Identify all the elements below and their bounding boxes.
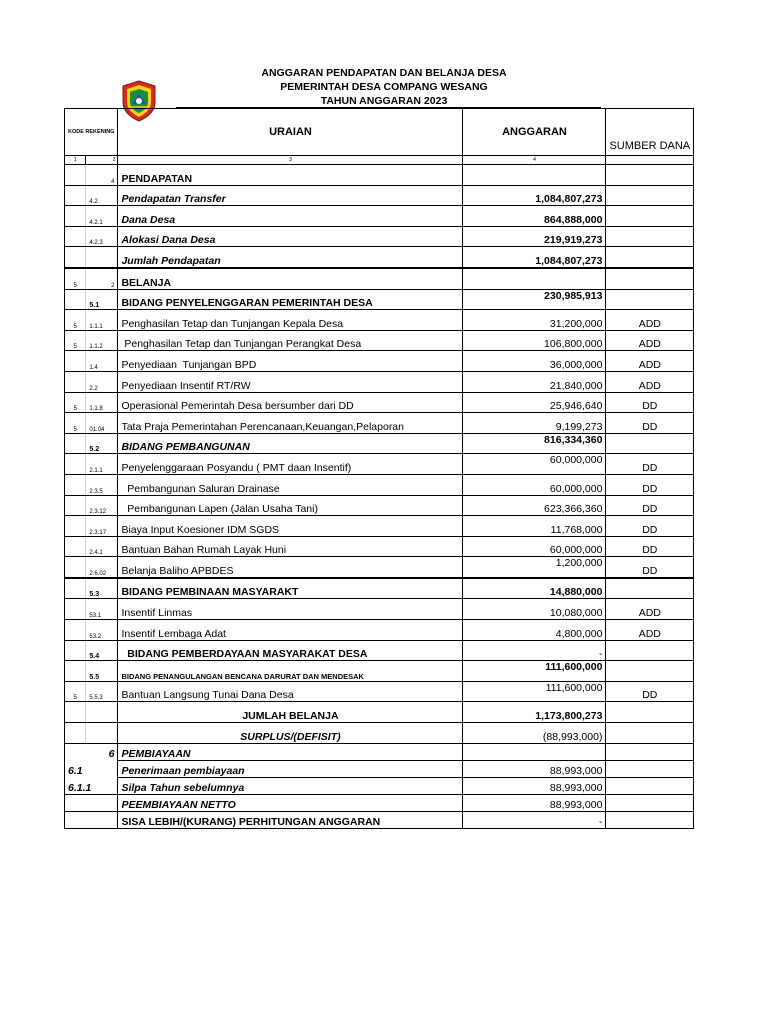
sumber-dana-cell: ADD — [606, 371, 694, 392]
kode-rekening-1 — [65, 495, 86, 516]
table-row — [65, 681, 694, 702]
table-row — [65, 351, 694, 372]
kode-rekening-2: 2.6.02 — [86, 557, 118, 578]
kode-rekening-2: 1.1.8 — [86, 392, 118, 413]
pembiayaan-row — [65, 811, 694, 828]
kode-rekening-2: 4 — [86, 165, 118, 186]
sumber-dana-cell: DD — [606, 495, 694, 516]
anggaran-cell — [463, 268, 606, 289]
kode-rekening-2: 1.4 — [86, 351, 118, 372]
sumber-dana-cell: ADD — [606, 330, 694, 351]
anggaran-cell: 106,800,000 — [463, 330, 606, 351]
pembiayaan-anggaran-cell: 88,993,000 — [463, 777, 606, 794]
sumber-dana-cell — [606, 723, 694, 744]
anggaran-cell: 14,880,000 — [463, 578, 606, 599]
uraian-cell: Pembangunan Lapen (Jalan Usaha Tani) — [118, 495, 463, 516]
uraian-cell: Penyediaan Insentif RT/RW — [118, 371, 463, 392]
anggaran-cell: 60,000,000 — [463, 454, 606, 475]
uraian-cell: Penghasilan Tetap dan Tunjangan Kepala Desa — [118, 310, 463, 331]
sumber-dana-cell: ADD — [606, 620, 694, 641]
table-row — [65, 495, 694, 516]
table-row — [65, 226, 694, 247]
anggaran-cell: - — [463, 640, 606, 661]
kode-rekening-1 — [65, 599, 86, 620]
kode-rekening-2 — [86, 247, 118, 268]
kode-rekening-1 — [65, 578, 86, 599]
kode-rekening-1 — [65, 371, 86, 392]
table-row — [65, 557, 694, 578]
sumber-dana-cell — [606, 206, 694, 227]
uraian-cell: BIDANG PENYELENGGARAN PEMERINTAH DESA — [118, 289, 463, 310]
table-row — [65, 371, 694, 392]
anggaran-cell: 864,888,000 — [463, 206, 606, 227]
anggaran-cell — [463, 165, 606, 186]
sumber-dana-cell — [606, 268, 694, 289]
kode-rekening-2 — [86, 702, 118, 723]
uraian-cell: BIDANG PEMBANGUNAN — [118, 433, 463, 454]
pembiayaan-uraian-cell: PEMBIAYAAN — [118, 743, 463, 760]
sumber-dana-cell — [606, 226, 694, 247]
kode-rekening-1 — [65, 226, 86, 247]
kode-rekening-1 — [65, 165, 86, 186]
pembiayaan-row — [65, 760, 694, 777]
sumber-dana-cell: ADD — [606, 351, 694, 372]
uraian-cell: Bantuan Langsung Tunai Dana Desa — [118, 681, 463, 702]
anggaran-cell: 111,600,000 — [463, 681, 606, 702]
pembiayaan-kode-cell — [65, 811, 118, 828]
table-row — [65, 474, 694, 495]
kode-rekening-1: 5 — [65, 330, 86, 351]
kode-rekening-2: 2.3.12 — [86, 495, 118, 516]
table-row — [65, 578, 694, 599]
kode-rekening-2: 2.3.5 — [86, 474, 118, 495]
uraian-cell: Pembangunan Saluran Drainase — [118, 474, 463, 495]
sumber-dana-cell: DD — [606, 516, 694, 537]
pembiayaan-uraian-cell: SISA LEBIH/(KURANG) PERHITUNGAN ANGGARAN — [118, 811, 463, 828]
kode-rekening-2: 5.5 — [86, 661, 118, 682]
kode-rekening-2: 5.3 — [86, 578, 118, 599]
anggaran-cell: 10,080,000 — [463, 599, 606, 620]
pembiayaan-anggaran-cell: - — [463, 811, 606, 828]
table-row — [65, 702, 694, 723]
anggaran-cell: (88,993,000) — [463, 723, 606, 744]
sumber-dana-cell — [606, 661, 694, 682]
kode-rekening-1 — [65, 433, 86, 454]
pembiayaan-uraian-cell: PEEMBIAYAAN NETTO — [118, 794, 463, 811]
sumber-dana-cell — [606, 247, 694, 268]
kode-rekening-2: 5.1 — [86, 289, 118, 310]
pembiayaan-kode-cell — [65, 794, 118, 811]
kode-rekening-1 — [65, 351, 86, 372]
anggaran-cell: 111,600,000 — [463, 661, 606, 682]
sumber-dana-cell: DD — [606, 474, 694, 495]
uraian-cell: Insentif Lembaga Adat — [118, 620, 463, 641]
uraian-cell: Biaya Input Koesioner IDM SGDS — [118, 516, 463, 537]
uraian-cell: BELANJA — [118, 268, 463, 289]
pembiayaan-sumber-cell — [606, 743, 694, 760]
sumber-dana-cell: DD — [606, 557, 694, 578]
sumber-dana-cell — [606, 165, 694, 186]
pembiayaan-sumber-cell — [606, 794, 694, 811]
kode-rekening-2: 1.1.1 — [86, 310, 118, 331]
kode-rekening-1 — [65, 640, 86, 661]
anggaran-cell: 21,840,000 — [463, 371, 606, 392]
anggaran-cell: 60,000,000 — [463, 536, 606, 557]
kode-rekening-2: 53.1 — [86, 599, 118, 620]
kode-rekening-2: 4.2 — [86, 185, 118, 206]
uraian-cell: Alokasi Dana Desa — [118, 226, 463, 247]
anggaran-cell: 60,000,000 — [463, 474, 606, 495]
header-sumber-dana: SUMBER DANA — [606, 109, 694, 156]
kode-rekening-2 — [86, 723, 118, 744]
header-kode-rekening: KODE REKENING — [65, 109, 118, 156]
anggaran-cell: 623,366,360 — [463, 495, 606, 516]
column-number-2: 2 — [86, 156, 118, 165]
kode-rekening-1: 5 — [65, 392, 86, 413]
table-row — [65, 413, 694, 434]
uraian-cell: Penghasilan Tetap dan Tunjangan Perangkat Desa — [118, 330, 463, 351]
table-row — [65, 640, 694, 661]
uraian-cell: JUMLAH BELANJA — [118, 702, 463, 723]
kode-rekening-2: 2 — [86, 268, 118, 289]
column-number-3: 3 — [118, 156, 463, 165]
uraian-cell: BIDANG PENANGULANGAN BENCANA DARURAT DAN MENDESAK — [118, 661, 463, 682]
sumber-dana-cell — [606, 289, 694, 310]
table-row — [65, 620, 694, 641]
sumber-dana-cell: DD — [606, 392, 694, 413]
kode-rekening-1 — [65, 723, 86, 744]
kode-rekening-1: 5 — [65, 268, 86, 289]
pembiayaan-anggaran-cell — [463, 743, 606, 760]
sumber-dana-cell — [606, 578, 694, 599]
table-row — [65, 268, 694, 289]
uraian-cell: Pendapatan Transfer — [118, 185, 463, 206]
uraian-cell: Insentif Linmas — [118, 599, 463, 620]
kode-rekening-2: 5.5.3 — [86, 681, 118, 702]
table-row — [65, 661, 694, 682]
kode-rekening-1: 5 — [65, 413, 86, 434]
table-row — [65, 599, 694, 620]
table-row — [65, 454, 694, 475]
anggaran-cell: 25,946,640 — [463, 392, 606, 413]
pembiayaan-anggaran-cell: 88,993,000 — [463, 760, 606, 777]
pembiayaan-kode-cell: 6.1 — [65, 760, 118, 777]
kode-rekening-1 — [65, 474, 86, 495]
anggaran-cell: 9,199,273 — [463, 413, 606, 434]
kode-rekening-1 — [65, 454, 86, 475]
kode-rekening-2: 5.4 — [86, 640, 118, 661]
table-row — [65, 185, 694, 206]
table-row — [65, 536, 694, 557]
anggaran-cell: 816,334,360 — [463, 433, 606, 454]
uraian-cell: Penyediaan Tunjangan BPD — [118, 351, 463, 372]
sumber-dana-cell — [606, 433, 694, 454]
kode-rekening-1 — [65, 536, 86, 557]
sumber-dana-cell — [606, 640, 694, 661]
anggaran-cell: 230,985,913 — [463, 289, 606, 310]
pembiayaan-kode-cell: 6 — [65, 743, 118, 760]
anggaran-cell: 1,084,807,273 — [463, 247, 606, 268]
uraian-cell: Dana Desa — [118, 206, 463, 227]
kode-rekening-2: 1.1.2 — [86, 330, 118, 351]
pembiayaan-kode-cell: 6.1.1 — [65, 777, 118, 794]
table-row — [65, 289, 694, 310]
kode-rekening-2: 2.2 — [86, 371, 118, 392]
anggaran-cell: 4,800,000 — [463, 620, 606, 641]
table-row — [65, 433, 694, 454]
kode-rekening-1 — [65, 557, 86, 578]
uraian-cell: Bantuan Bahan Rumah Layak Huni — [118, 536, 463, 557]
anggaran-cell: 1,173,800,273 — [463, 702, 606, 723]
uraian-cell: PENDAPATAN — [118, 165, 463, 186]
sumber-dana-cell: DD — [606, 681, 694, 702]
kode-rekening-2: 4.2.1 — [86, 206, 118, 227]
anggaran-cell: 219,919,273 — [463, 226, 606, 247]
sumber-dana-cell: ADD — [606, 599, 694, 620]
anggaran-cell: 1,084,807,273 — [463, 185, 606, 206]
table-row — [65, 392, 694, 413]
header-year: TAHUN ANGGARAN 2023 — [320, 95, 448, 107]
uraian-cell: Operasional Pemerintah Desa bersumber dari DD — [118, 392, 463, 413]
header-village: PEMERINTAH DESA COMPANG WESANG — [280, 81, 488, 93]
pembiayaan-sumber-cell — [606, 777, 694, 794]
kode-rekening-2: 2.3.17 — [86, 516, 118, 537]
kode-rekening-1 — [65, 702, 86, 723]
table-row — [65, 206, 694, 227]
anggaran-cell: 11,768,000 — [463, 516, 606, 537]
kode-rekening-1 — [65, 247, 86, 268]
uraian-cell: Penyelenggaraan Posyandu ( PMT daan Insentif) — [118, 454, 463, 475]
sumber-dana-cell: DD — [606, 536, 694, 557]
kode-rekening-1 — [65, 620, 86, 641]
budget-table — [64, 108, 694, 829]
kode-rekening-1 — [65, 206, 86, 227]
column-number-4: 4 — [463, 156, 606, 165]
pembiayaan-sumber-cell — [606, 811, 694, 828]
pembiayaan-row — [65, 777, 694, 794]
table-row — [65, 723, 694, 744]
pembiayaan-sumber-cell — [606, 760, 694, 777]
sumber-dana-cell — [606, 702, 694, 723]
document-header — [0, 66, 768, 108]
header-anggaran: ANGGARAN — [463, 109, 606, 156]
kode-rekening-1 — [65, 185, 86, 206]
column-header-row — [65, 109, 694, 156]
kode-rekening-2: 2.4.1 — [86, 536, 118, 557]
uraian-cell: Tata Praja Pemerintahan Perencanaan,Keuangan,Pelaporan — [118, 413, 463, 434]
pembiayaan-row — [65, 743, 694, 760]
pembiayaan-row — [65, 794, 694, 811]
kode-rekening-1: 5 — [65, 681, 86, 702]
kode-rekening-1 — [65, 661, 86, 682]
sumber-dana-cell: DD — [606, 413, 694, 434]
pembiayaan-uraian-cell: Silpa Tahun sebelumnya — [118, 777, 463, 794]
pembiayaan-anggaran-cell: 88,993,000 — [463, 794, 606, 811]
table-row — [65, 247, 694, 268]
uraian-cell: BIDANG PEMBERDAYAAN MASYARAKAT DESA — [118, 640, 463, 661]
table-row — [65, 330, 694, 351]
anggaran-cell: 1,200,000 — [463, 557, 606, 578]
uraian-cell: BIDANG PEMBINAAN MASYARAKT — [118, 578, 463, 599]
sumber-dana-cell — [606, 185, 694, 206]
sumber-dana-cell: ADD — [606, 310, 694, 331]
table-row — [65, 516, 694, 537]
column-number-5 — [606, 156, 694, 165]
kode-rekening-1 — [65, 516, 86, 537]
uraian-cell: SURPLUS/(DEFISIT) — [118, 723, 463, 744]
header-title: ANGGARAN PENDAPATAN DAN BELANJA DESA — [261, 67, 507, 79]
header-uraian: URAIAN — [118, 109, 463, 156]
kode-rekening-2: 4.2.3 — [86, 226, 118, 247]
kode-rekening-2: 5.2 — [86, 433, 118, 454]
kode-rekening-1 — [65, 289, 86, 310]
kode-rekening-2: 53.2 — [86, 620, 118, 641]
kode-rekening-2: 2.1.1 — [86, 454, 118, 475]
column-number-row — [65, 156, 694, 165]
uraian-cell: Belanja Baliho APBDES — [118, 557, 463, 578]
kode-rekening-2: 01.04 — [86, 413, 118, 434]
kode-rekening-1: 5 — [65, 310, 86, 331]
table-row — [65, 310, 694, 331]
anggaran-cell: 36,000,000 — [463, 351, 606, 372]
table-row — [65, 165, 694, 186]
sumber-dana-cell: DD — [606, 454, 694, 475]
anggaran-cell: 31,200,000 — [463, 310, 606, 331]
column-number-1: 1 — [65, 156, 86, 165]
uraian-cell: Jumlah Pendapatan — [118, 247, 463, 268]
pembiayaan-uraian-cell: Penerimaan pembiayaan — [118, 760, 463, 777]
